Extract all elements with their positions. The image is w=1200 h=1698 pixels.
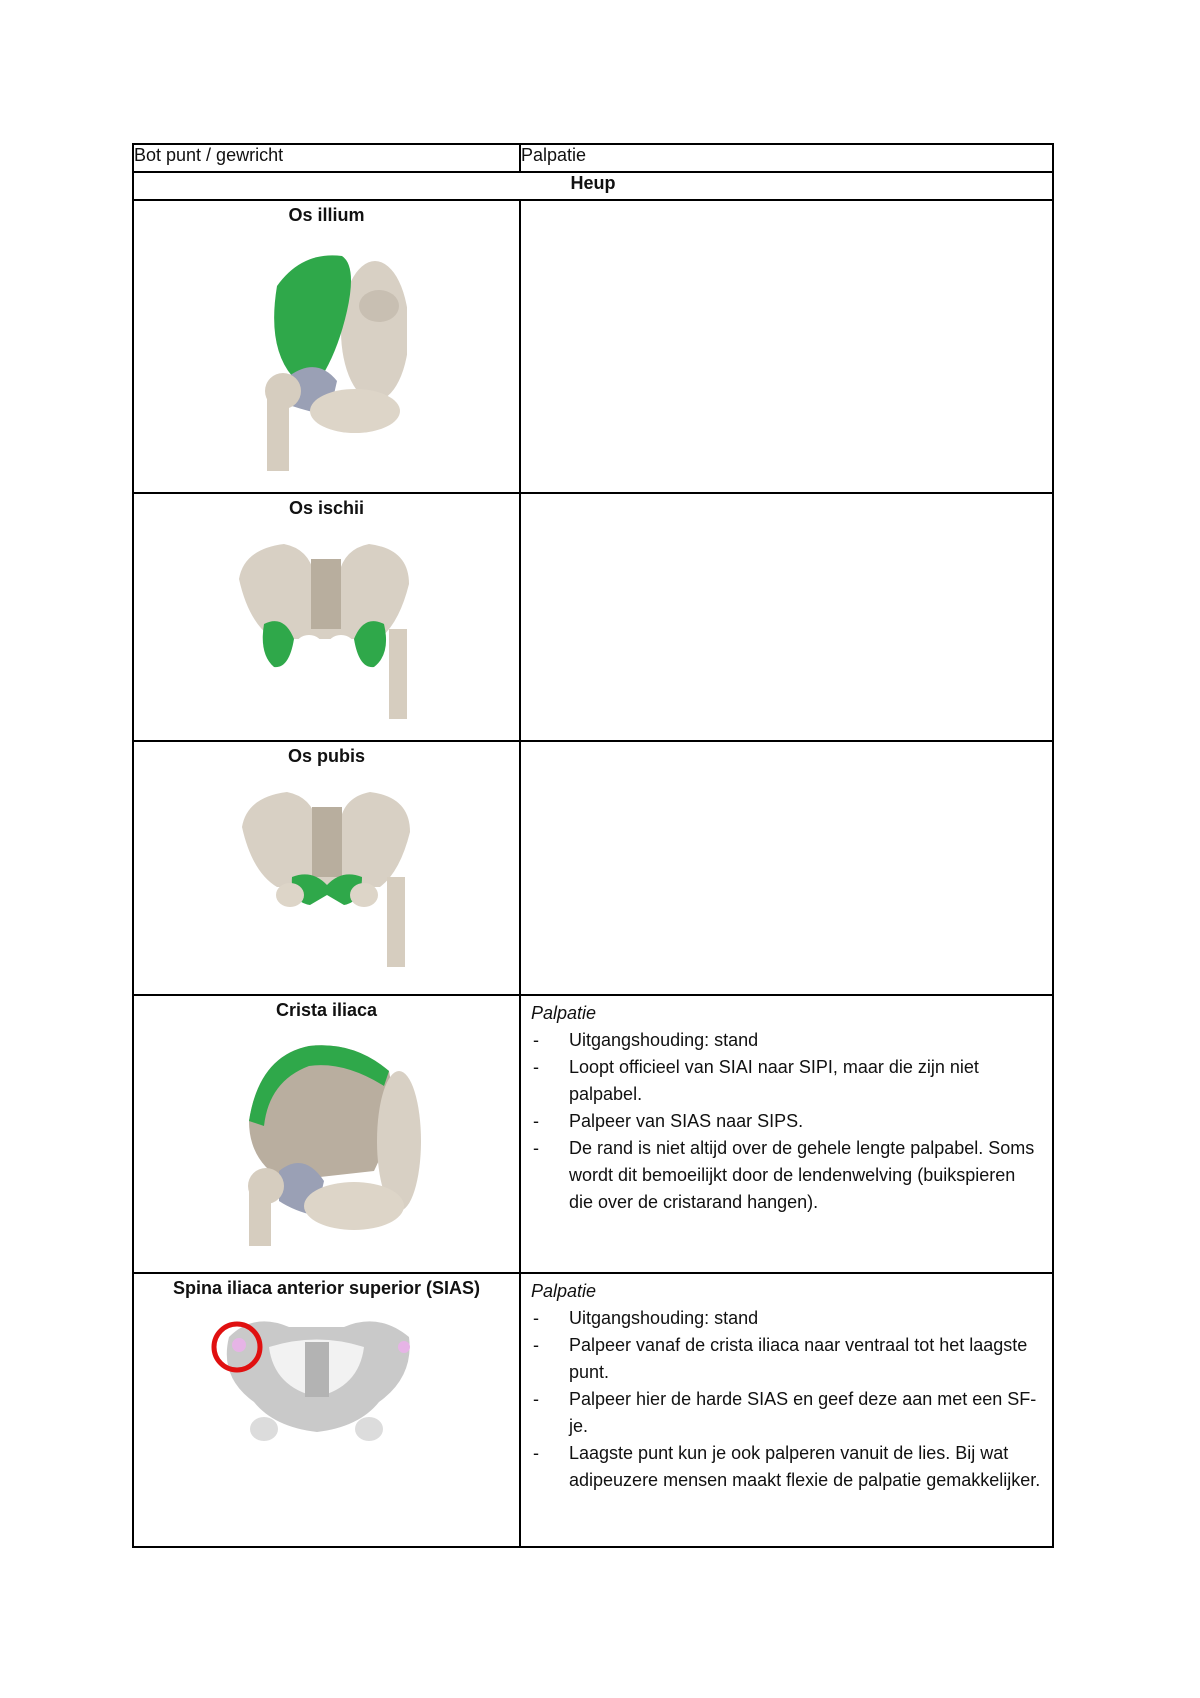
list-item: - Uitgangshouding: stand [531, 1027, 1042, 1054]
palpatie-block [521, 1274, 1052, 1494]
header-bot-punt: Bot punt / gewricht [133, 144, 520, 172]
palpatie-block [521, 996, 1052, 1216]
section-row [133, 172, 1053, 200]
table-row [133, 493, 1053, 741]
palpatie-list [531, 1027, 1042, 1216]
row-palpatie-empty [520, 741, 1053, 995]
list-item: - Palpeer vanaf de crista iliaca naar ventraal tot het laagste punt. [531, 1332, 1042, 1386]
table-row [133, 995, 1053, 1273]
list-item: - Uitgangshouding: stand [531, 1305, 1042, 1332]
pelvis-ilium-image [247, 236, 407, 471]
row-label: Os illium [288, 205, 365, 225]
pelvis-iliac-crest-image [224, 1031, 429, 1246]
row-palpatie-empty [520, 200, 1053, 493]
section-heup: Heup [133, 172, 1053, 200]
list-item: - Laagste punt kun je ook palperen vanuit de lies. Bij wat adipeuzere mensen maakt flexie de palpatie gemakkelijker. [531, 1440, 1042, 1494]
table-row [133, 741, 1053, 995]
table-row [133, 1273, 1053, 1547]
row-label: Crista iliaca [275, 1000, 378, 1020]
list-item: - Loopt officieel van SIAI naar SIPI, maar die zijn niet palpabel. [531, 1054, 1042, 1108]
table-header-row [133, 144, 1053, 172]
pelvis-ischium-image [229, 529, 424, 719]
row-label: Os pubis [287, 746, 365, 766]
list-item: - Palpeer hier de harde SIAS en geef deze aan met een SF-je. [531, 1386, 1042, 1440]
palpation-table [132, 143, 1054, 1548]
row-palpatie-empty [520, 493, 1053, 741]
list-item: - De rand is niet altijd over de gehele lengte palpabel. Soms wordt dit bemoeilijkt door de lendenwelving (buikspieren die over de cristarand hangen). [531, 1135, 1042, 1216]
header-palpatie: Palpatie [520, 144, 1053, 172]
row-label: Os ischii [288, 498, 365, 518]
palpatie-title: Palpatie [531, 1003, 597, 1023]
table-row [133, 200, 1053, 493]
pelvis-sias-image [209, 1307, 424, 1457]
pelvis-pubis-image [232, 777, 422, 967]
palpatie-list [531, 1305, 1042, 1494]
palpatie-title: Palpatie [531, 1281, 597, 1301]
list-item: - Palpeer van SIAS naar SIPS. [531, 1108, 1042, 1135]
row-label: Spina iliaca anterior superior (SIAS) [172, 1278, 481, 1298]
